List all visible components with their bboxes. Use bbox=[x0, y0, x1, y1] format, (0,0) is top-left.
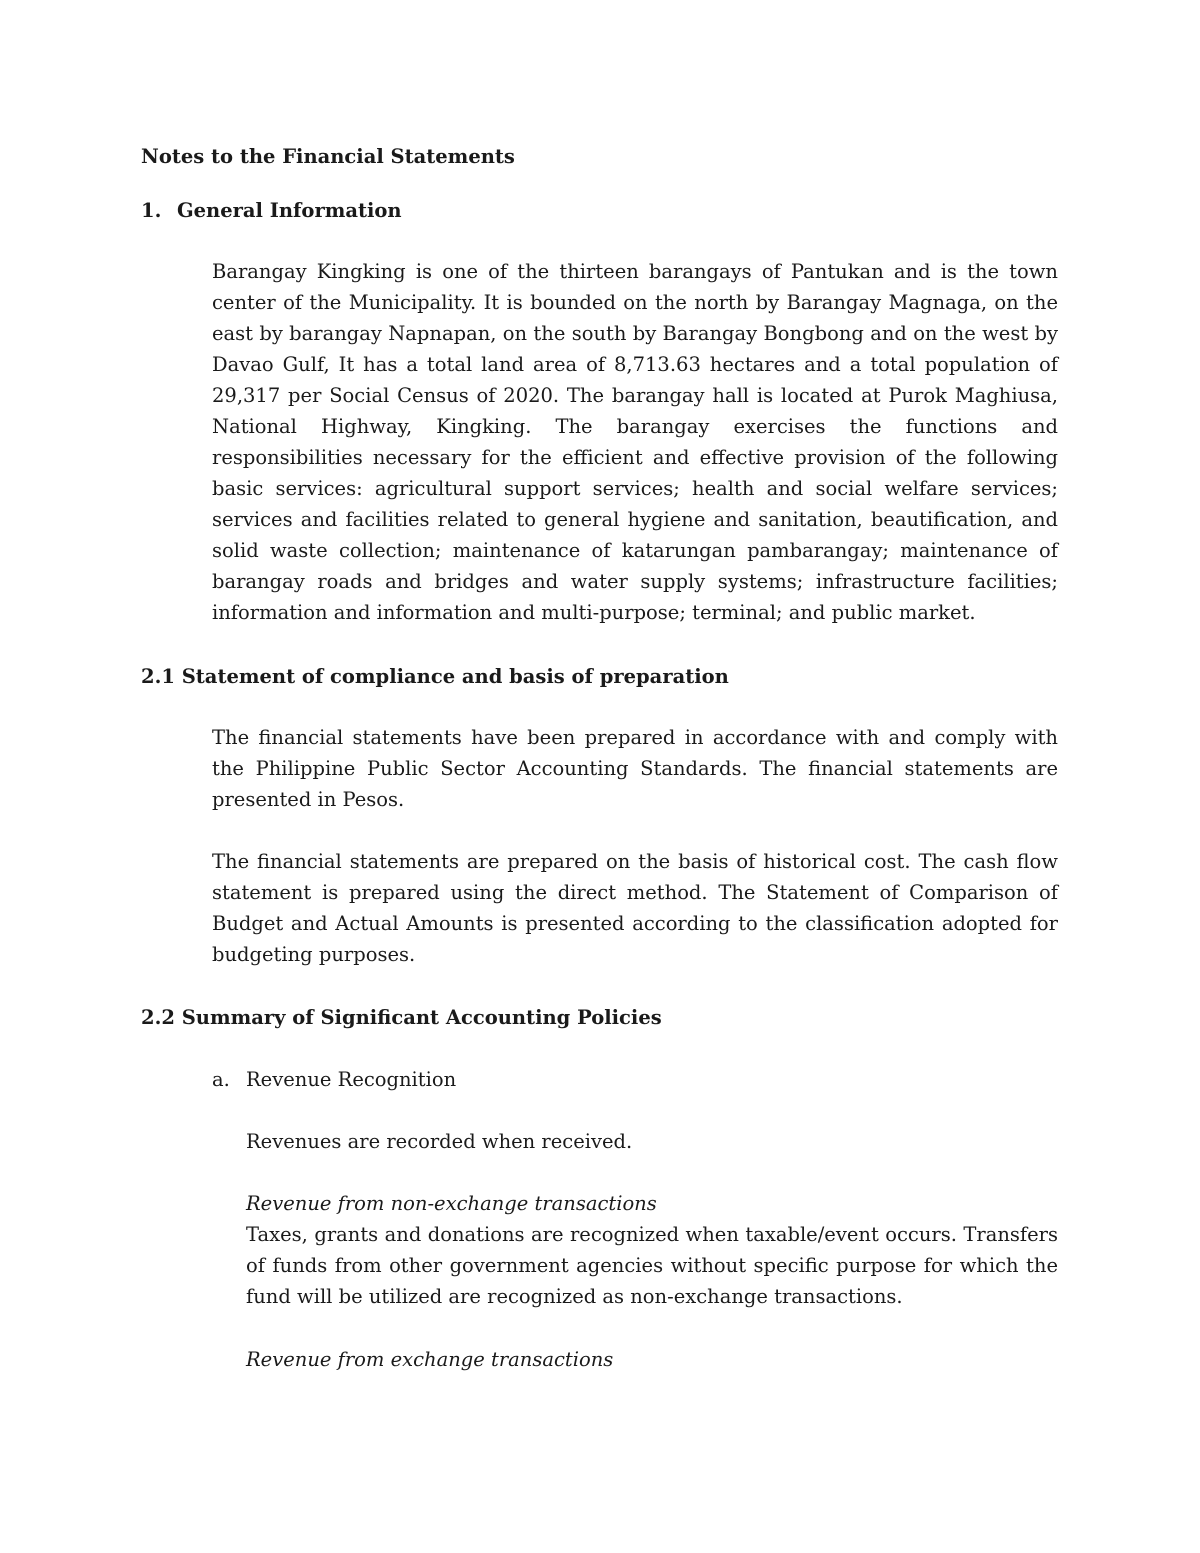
non-exchange-heading: Revenue from non-exchange transactions bbox=[246, 1192, 657, 1215]
item-a-title: Revenue Recognition bbox=[246, 1068, 457, 1091]
item-a-intro: Revenues are recorded when received. bbox=[246, 1130, 633, 1153]
document-title: Notes to the Financial Statements bbox=[141, 145, 515, 168]
section-2-1-heading: 2.1 Statement of compliance and basis of preparation bbox=[141, 665, 729, 688]
section-2-2-heading: 2.2 Summary of Significant Accounting Policies bbox=[141, 1006, 662, 1029]
section-2-1-paragraph-1: The financial statements have been prepared in accordance with and comply with the Philippine Public Sector Accounting Standards. The financial statements are presented in Pesos. bbox=[212, 726, 1058, 811]
section-1-number: 1. bbox=[141, 199, 162, 222]
non-exchange-body: Taxes, grants and donations are recognized when taxable/event occurs. Transfers of funds from other government agencies without specific purpose for which the fund will be utilized are recognized as non-exchange transactions. bbox=[246, 1223, 1058, 1308]
section-1-body: Barangay Kingking is one of the thirteen barangays of Pantukan and is the town center of the Municipality. It is bounded on the north by Barangay Magnaga, on the east by barangay Napnapan, on the south by Barangay Bongbong and on the west by Davao Gulf, It has a total land area of 8,713.63 hectares and a total population of 29,317 per Social Census of 2020. The barangay hall is located at Purok Maghiusa, National Highway, Kingking. The barangay exercises the functions and responsibilities necessary for the efficient and effective provision of the following basic services: agricultural support services; health and social welfare services; services and facilities related to general hygiene and sanitation, beautification, and solid waste collection; maintenance of katarungan pambarangay; maintenance of barangay roads and bridges and water supply systems; infrastructure facilities; information and information and multi-purpose; terminal; and public market. bbox=[212, 260, 1058, 624]
section-1-heading: General Information bbox=[177, 199, 402, 222]
item-a-letter: a. bbox=[212, 1068, 230, 1091]
exchange-heading: Revenue from exchange transactions bbox=[246, 1348, 614, 1371]
section-2-1-paragraph-2: The financial statements are prepared on the basis of historical cost. The cash flow statement is prepared using the direct method. The Statement of Comparison of Budget and Actual Amounts is presented according to the classification adopted for budgeting purposes. bbox=[212, 850, 1058, 966]
